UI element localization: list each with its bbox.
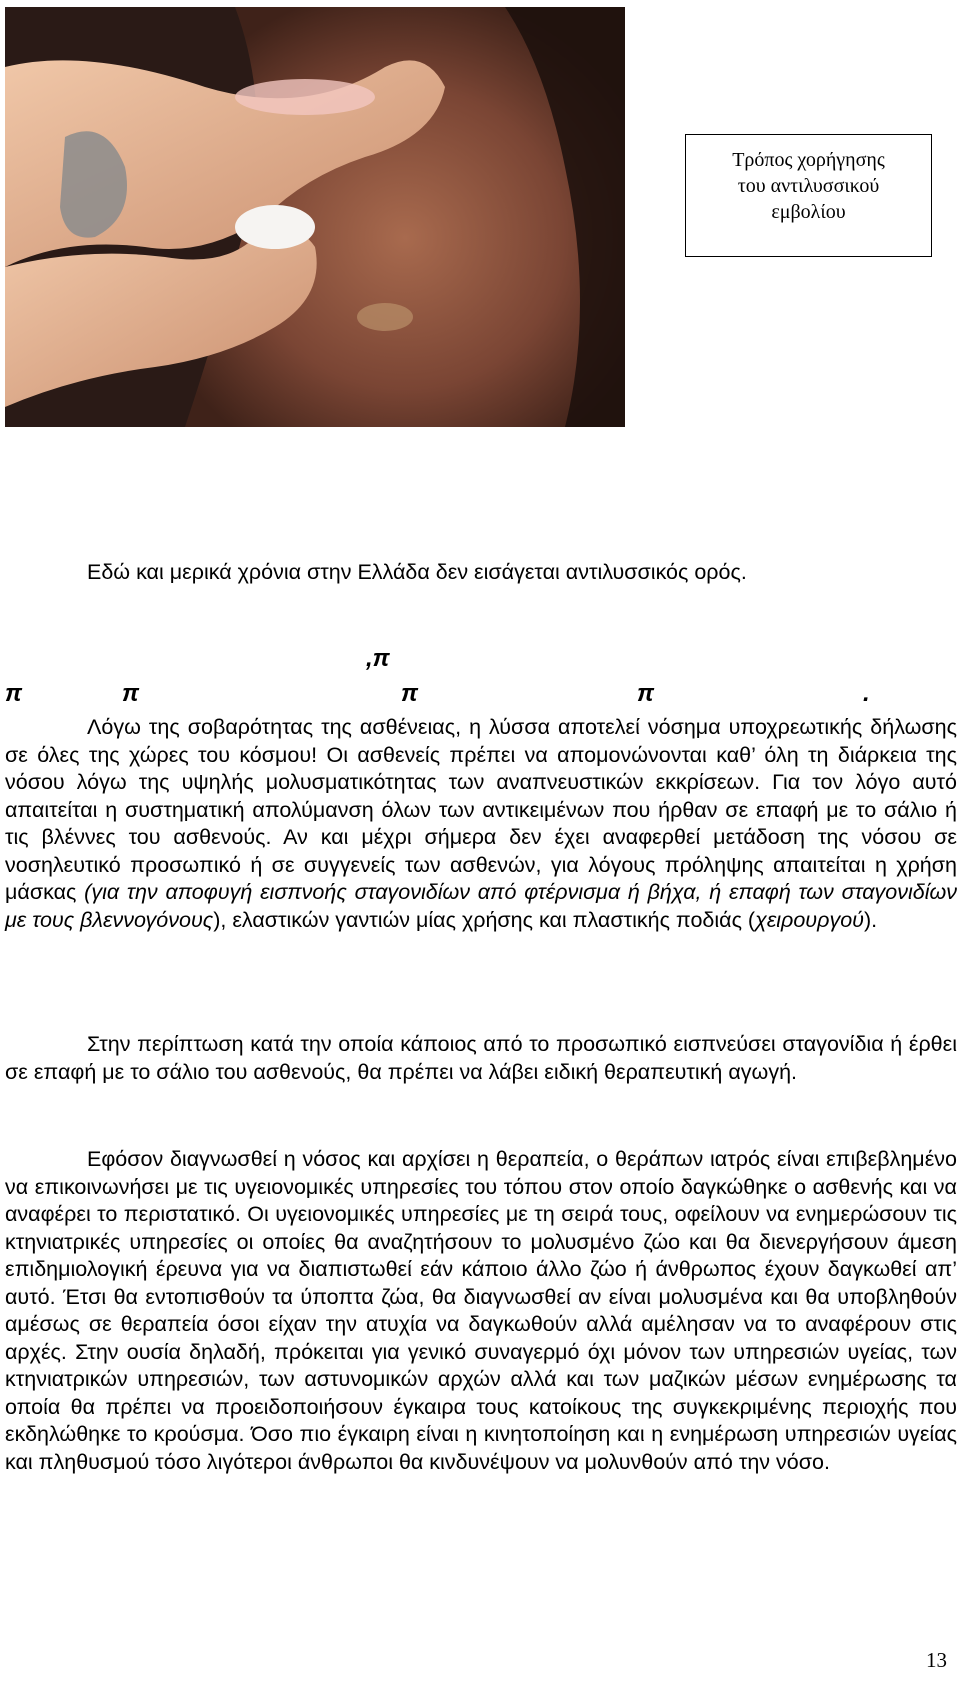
garbled-symbol: π bbox=[401, 680, 419, 707]
paragraph-text: ). bbox=[863, 907, 878, 932]
caption-line: του αντιλυσσικού bbox=[737, 175, 880, 197]
caption-line: Τρόπος χορήγησης bbox=[732, 149, 885, 171]
garbled-symbol: π bbox=[122, 680, 140, 707]
serum-notice: Εδώ και μερικά χρόνια στην Ελλάδα δεν εισάγεται αντιλυσσικός ορός. bbox=[87, 560, 747, 584]
vaccination-photo bbox=[5, 7, 625, 427]
garbled-symbol: . bbox=[863, 680, 870, 707]
paragraph-text: ), ελαστικών γαντιών μίας χρήσης και πλαστικής ποδιάς ( bbox=[213, 907, 756, 932]
page-number: 13 bbox=[926, 1648, 947, 1672]
paragraph-text: Στην περίπτωση κατά την οποία κάποιος από το προσωπικό εισπνεύσει σταγονίδια ή έρθει σε επαφή με το σάλιο του ασθενούς, θα πρέπει να λάβει ειδική θεραπευτική αγωγή. bbox=[5, 1032, 957, 1084]
paragraph-notification bbox=[5, 1146, 957, 1476]
garbled-symbols-line-1: ,π bbox=[366, 645, 390, 672]
photo-caption-box bbox=[685, 134, 932, 257]
garbled-symbol: π bbox=[5, 680, 23, 707]
caption-line: εμβολίου bbox=[771, 201, 846, 223]
paragraph-italic: χειρουργού bbox=[755, 907, 864, 932]
paragraph-isolation bbox=[5, 714, 957, 934]
garbled-symbols-line-2 bbox=[5, 680, 871, 710]
paragraph-text: Εφόσον διαγνωσθεί η νόσος και αρχίσει η θεραπεία, ο θεράπων ιατρός είναι επιβεβλημένο να επικοινωνήσει με τις υγειονομικές υπηρεσίες του τόπου στον οποίο δαγκώθηκε ο ασθενής και να αναφέρει το περιστατικό. Οι υγειονομικές υπηρεσίες με τη σειρά τους, οφείλουν να ενημερώσουν τις κτηνιατρικές υπηρεσίες οι οποίες θα αναζητήσουν το μολυσμένο ζώο και θα διενεργήσουν άμεση επιδημιολογική έρευνα για να διαπιστωθεί εάν κάποιο άλλο ζώο ή άνθρωπος έχουν δαγκωθεί απ’ αυτό. Έτσι θα εντοπισθούν τα ύποπτα ζώα, θα διαγνωσθεί αν είναι μολυσμένα και θα υποβληθούν αμέσως σε θεραπεία όσοι είχαν την ατυχία να δαγκωθούν αλλά αμέλησαν να το αναφέρουν στις αρχές. Στην ουσία δηλαδή, πρόκειται για γενικό συναγερμό όχι μόνον των υπηρεσιών υγείας, των κτηνιατρικών υπηρεσιών, των αστυνομικών αρχών αλλά και των μαζικών μέσων ενημέρωσης τα οποία θα πρέπει να προειδοποιήσουν έγκαιρα τους κατοίκους της συγκεκριμένης περιοχής που εκδηλώθηκε το κρούσμα. Όσο πιο έγκαιρη είναι η κινητοποίηση και η ενημέρωση υπηρεσιών υγείας και πληθυσμού τόσο λιγότεροι άνθρωποι θα κινδυνέψουν να μολυνθούν από την νόσο. bbox=[5, 1147, 957, 1474]
paragraph-text: Λόγω της σοβαρότητας της ασθένειας, η λύσσα αποτελεί νόσημα υποχρεωτικής δήλωσης σε όλες της χώρες του κόσμου! Οι ασθενείς πρέπει να απομονώνονται καθ’ όλη τη διάρκεια της νόσου λόγω της υψηλής μολυσματικότητας των αναπνευστικών εκκρίσεων. Για τον λόγο αυτό απαιτείται η συστηματική απολύμανση όλων των αντικειμένων που ήρθαν σε επαφή με το σάλιο ή τις βλέννες του ασθενούς. Αν και μέχρι σήμερα δεν έχει αναφερθεί μετάδοση της νόσου σε νοσηλευτικό προσωπικό ή σε συγγενείς των ασθενών, για λόγους πρόληψης απαιτείται η χρήση μάσκας bbox=[5, 715, 957, 904]
paragraph-exposure bbox=[5, 1031, 957, 1086]
paragraph-italic: (για την αποφυγή εισπνοής σταγονιδίων από φτέρνισμα ή βήχα, ή επαφή των σταγονιδίων με τους βλεννογόνους bbox=[5, 880, 957, 932]
injection-photo-icon bbox=[5, 7, 625, 427]
garbled-symbol: π bbox=[637, 680, 655, 707]
